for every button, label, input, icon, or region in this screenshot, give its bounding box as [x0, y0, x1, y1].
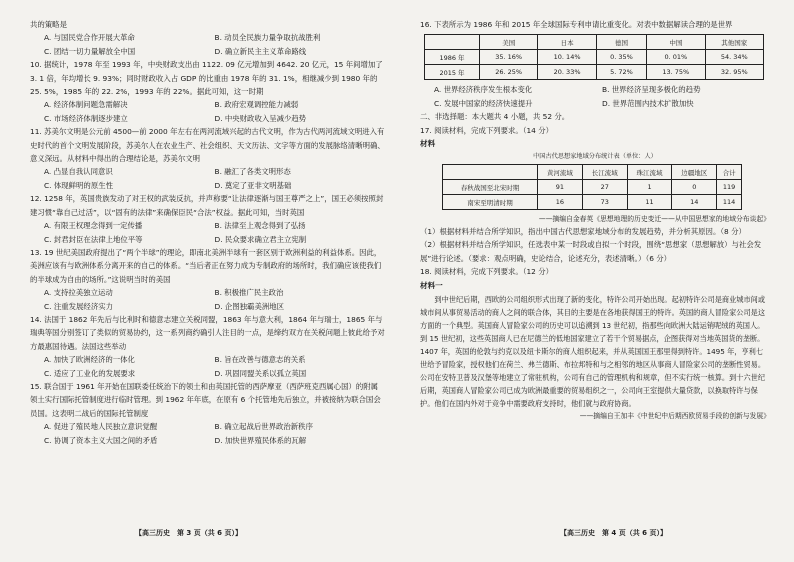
table-row [425, 50, 764, 65]
table-cell: 73 [582, 195, 627, 210]
option-d: D. 民众要求确立君主立宪制 [214, 234, 307, 244]
table-header-cell: 黄河流域 [538, 165, 583, 180]
table-row [425, 65, 764, 80]
question-16 [420, 18, 770, 110]
table-title: 中国古代思想家地域分布统计表（单位：人） [533, 153, 657, 161]
options [30, 420, 385, 447]
table-cell: 1 [627, 180, 672, 195]
question-stem: 14. 法国于 1862 年先后与比利时和德意志建立关税同盟，1863 年与意大利，1864 年与瑞士，1865 年与瑞典等国分别签订了类似的贸易协约，这一系列商约确引人注目的一点，是缔约双方在关税问题上彼此给予对方最惠国待遇。法国这些举动 [30, 314, 385, 351]
requirement-2: （2）根据材料并结合所学知识，任选表中某一时段或自拟一个时段，围绕“思想家（思想解放）与社会发展”进行论述。（要求：观点明确，史论结合，论述充分，表述清晰。）（6 分） [420, 240, 762, 263]
page-footer: 【高三历史 第 4 页（共 6 页）】 [560, 529, 667, 537]
options [30, 219, 385, 246]
option-b: B. 政府宏观调控能力减弱 [214, 100, 299, 110]
option-c: C. 适应了工业化的发展要求 [44, 368, 136, 378]
question-stem: 11. 苏美尔文明是公元前 4500—前 2000 年左右在两河流域兴起的古代文明，作为古代两河流域文明进入有史时代的首个文明发展阶段，苏美尔人在农业生产、社会组织、天文历法、文字等方面的发展脉络清晰明确、意义深远。从材料中得出的合理结论是，苏美尔文明 [30, 127, 385, 164]
question-17 [420, 124, 770, 266]
option-c: C. 体现鲜明的原生性 [44, 180, 113, 190]
table-cell: 119 [717, 180, 742, 195]
table-cell: 0 [672, 180, 717, 195]
material-label: 材料 [420, 139, 436, 149]
table-cell: 11 [627, 195, 672, 210]
table-cell: 2015 年 [425, 65, 480, 80]
option-a: A. 支持拉美独立运动 [44, 288, 113, 298]
question-stem: 12. 1258 年，英国贵族发动了对王权的武装反抗，并声称要“让法律逐渐与国王尊严之上”，国王必须按照封建习惯“靠自己过活”，以“固有的法律”来确保臣民“合法”权益。据此可知，当时英国 [30, 194, 384, 217]
table-header-cell: 合计 [717, 165, 742, 180]
option-b: B. 融汇了各类文明形态 [214, 167, 291, 177]
section-heading: 二、非选择题：本大题共 4 小题，共 52 分。 [420, 112, 570, 122]
option-c: C. 团结一切力量解放全中国 [44, 46, 136, 56]
table-cell: 5. 72% [596, 65, 646, 80]
table-header-cell: 长江流域 [582, 165, 627, 180]
table-cell: 0. 01% [647, 50, 705, 65]
option-b: B. 动员全民族力量争取抗战胜利 [214, 33, 321, 43]
table-cell: 27 [582, 180, 627, 195]
table-cell: 1986 年 [425, 50, 480, 65]
option-a: A. 有限王权理念得到一定传播 [44, 221, 143, 231]
option-b: B. 积极推广民主政治 [214, 288, 284, 298]
option-a: A. 与国民党合作开展大革命 [44, 33, 135, 43]
option-d: D. 企图独霸美洲地区 [214, 301, 285, 311]
option-d: D. 中央财政收入呈减少趋势 [214, 113, 307, 123]
option-b: B. 法律至上观念得到了弘扬 [214, 221, 306, 231]
option-d: D. 加快世界殖民体系的瓦解 [214, 435, 307, 445]
question-15 [30, 380, 385, 447]
material-source: ——摘编自王加丰《中世纪中后期西欧贸易手段的创新与发展》 [579, 411, 770, 420]
table-header-row [443, 165, 742, 180]
option-d: D. 巩固同盟关系以孤立英国 [214, 368, 307, 378]
option-d: D. 确立新民主主义革命路线 [214, 46, 307, 56]
table-cell: 13. 75% [647, 65, 705, 80]
requirement-1: （1）根据材料并结合所学知识，指出中国古代思想家地域分布的发展趋势，并分析其原因。（8 分） [420, 227, 746, 237]
table-header-cell: 美国 [479, 35, 537, 50]
question-13 [30, 246, 385, 313]
option-a: A. 经济体制问题急需解决 [44, 100, 128, 110]
table-cell: 春秋战国至北宋时期 [443, 180, 538, 195]
question-9-tail [30, 18, 385, 58]
table-cell: 南宋至明清时期 [443, 195, 538, 210]
table-header-cell: 日本 [538, 35, 596, 50]
option-c: C. 发展中国家的经济快速提升 [434, 98, 533, 108]
question-18 [420, 265, 770, 421]
table-cell: 0. 35% [596, 50, 646, 65]
question-stem: 共的策略是 [30, 20, 67, 29]
options [30, 165, 385, 192]
option-d: D. 奠定了亚非文明基础 [214, 180, 292, 190]
table-header-cell: 珠江流域 [627, 165, 672, 180]
options [30, 31, 385, 58]
question-11 [30, 125, 385, 192]
table-header-cell: 中国 [647, 35, 705, 50]
options [30, 353, 385, 380]
question-stem: 16. 下表所示为 1986 年和 2015 年全球国际专利申请比重变化。对表中数据解读合理的是世界 [420, 20, 733, 29]
option-b: B. 确立起战后世界政治新秩序 [214, 422, 313, 432]
table-header-cell [425, 35, 480, 50]
patent-share-table [424, 34, 764, 80]
option-c: C. 注重发展经济实力 [44, 301, 113, 311]
page-footer: 【高三历史 第 3 页（共 6 页）】 [135, 529, 242, 537]
question-14 [30, 313, 385, 380]
question-10 [30, 58, 385, 125]
table-cell: 54. 34% [705, 50, 763, 65]
question-stem: 13. 19 世纪美国政府提出了“两个半球”的理论，即南北美洲半球有一套区别于欧洲利益的利益体系。因此，美洲应该有与欧洲体系分离开来的自己的体系。“当后者正在努力成为专制政府的场所时，我们确应该使我们的半球成为自由的场所。”这说明当时的美国 [30, 247, 382, 284]
table-cell: 16 [538, 195, 583, 210]
table-cell: 10. 14% [538, 50, 596, 65]
table-cell: 20. 33% [538, 65, 596, 80]
option-c: C. 市场经济体制逐步建立 [44, 113, 128, 123]
table-header-row [425, 35, 764, 50]
material-label: 材料一 [420, 280, 443, 290]
option-d: D. 世界范围内技术扩散加快 [602, 98, 694, 108]
material-source: ——摘编自金春英《思想地理的历史变迁——从中国思想家的地域分布谈起》 [538, 215, 770, 224]
option-a: A. 世界经济秩序发生根本变化 [434, 85, 533, 95]
table-cell: 32. 95% [705, 65, 763, 80]
table-header-cell: 其他国家 [705, 35, 763, 50]
table-cell: 114 [717, 195, 742, 210]
option-c: C. 协调了资本主义大国之间的矛盾 [44, 435, 158, 445]
table-header-cell [443, 165, 538, 180]
question-stem: 18. 阅读材料，完成下列要求。（12 分） [420, 267, 554, 277]
question-stem: 10. 据统计，1978 年至 1993 年，中央财政支出由 1122. 09 亿元增加到 4642. 20 亿元，15 年间增加了 3. 1 倍，年均增长 9. 93%；同时财政收入占 GDP 的比重由 1978 年的 31. 1%，相继减少到 1980 年的 25. 5%，1985 年的 22. 2%，1993 年的 22%。据此可知，这一时期 [30, 60, 383, 97]
option-a: A. 凸显自我认同意识 [44, 167, 113, 177]
left-page [30, 18, 385, 548]
option-c: C. 封君封臣在法律上地位平等 [44, 234, 143, 244]
options [30, 98, 385, 125]
option-a: A. 加快了欧洲经济的一体化 [44, 355, 135, 365]
right-page [420, 18, 770, 548]
table-row [443, 195, 742, 210]
question-stem: 17. 阅读材料，完成下列要求。（14 分） [420, 125, 554, 135]
options [420, 83, 770, 110]
table-cell: 14 [672, 195, 717, 210]
option-b: B. 世界经济呈现多极化的趋势 [602, 85, 701, 95]
table-cell: 35. 16% [479, 50, 537, 65]
table-cell: 26. 25% [479, 65, 537, 80]
question-12 [30, 192, 385, 246]
table-cell: 91 [538, 180, 583, 195]
options [30, 286, 385, 313]
table-header-cell: 边疆地区 [672, 165, 717, 180]
thinker-distribution-table [442, 164, 742, 210]
table-row [443, 180, 742, 195]
option-b: B. 旨在改善与德意志的关系 [214, 355, 306, 365]
option-a: A. 促进了殖民地人民独立意识觉醒 [44, 422, 158, 432]
question-stem: 15. 联合国于 1961 年开始在国联委任统治下的领土和由英国托管的西萨摩亚（西萨班克西属心国）的附属领土实行国际托管制度进行临时管理。到 1962 年年底，在原有 6 个托管地先后独立，并被接纳为联合国会员国。这表明二战后的国际托管制度 [30, 381, 381, 418]
table-header-cell: 德国 [596, 35, 646, 50]
material-body: 到中世纪后期，西欧的公司组织形式出现了新的变化，特许公司开始出现。起初特许公司是商业城市间或城市间从事贸易活动的商人之间的联合体，其目的主要是在各地获得国王的特许。英国的商人冒险家公司是这方面的一个典型。英国商人冒险家公司的历史可以追溯到 13 世纪初，指那些向欧洲大陆运销呢绒的英国人。到 15 世纪初，这些英国商人已在尼德兰的低地国家建立了若干个贸易据点，企图获得对当地英国货的垄断。1407 年，英国的伦敦与约克以及纽卡斯尔的商人组织起来，并从英国国王那里得到特许。1495 年，亨利七世给予冒险家，授权他们在荷兰、弗兰德斯、布拉邦特和与之相邻的地区从事商人冒险家公司的垄断性贸易。公司在安特卫普及汉堡等地建立了常驻机构，公司有自己的管理机构和规章，但不实行统一核算。到十六世纪后期，英国商人冒险家公司已成为欧洲最重要的贸易组织之一，公司向王室提供大量贷款，以换取特许与保护。他们在国内外对于竞争中需要政府支持时，他们就与政府协商。 [420, 294, 766, 408]
